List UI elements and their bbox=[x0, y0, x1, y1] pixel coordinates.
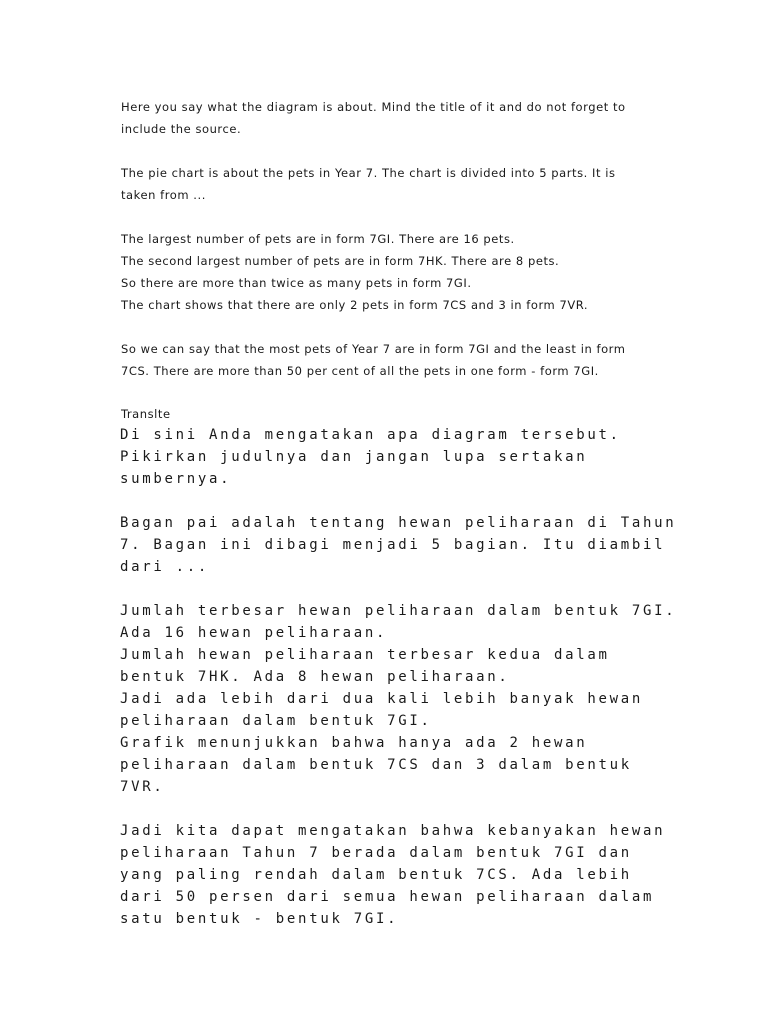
text-line: 7. Bagan ini dibagi menjadi 5 bagian. Itu diambil bbox=[120, 537, 666, 553]
text-line: bentuk 7HK. Ada 8 hewan peliharaan. bbox=[120, 669, 510, 685]
text-line: peliharaan dalam bentuk 7GI. bbox=[120, 713, 432, 729]
text-line: So there are more than twice as many pets in form 7GI. bbox=[121, 276, 472, 290]
translate-label: Translte bbox=[121, 407, 171, 421]
english-text-block bbox=[121, 96, 661, 382]
text-line: taken from ... bbox=[121, 188, 206, 202]
paragraph-gap bbox=[120, 798, 680, 820]
paragraph-gap bbox=[121, 316, 661, 338]
text-line: Di sini Anda mengatakan apa diagram tersebut. bbox=[120, 427, 621, 443]
text-line: 7CS. There are more than 50 per cent of all the pets in one form - form 7GI. bbox=[121, 364, 599, 378]
text-line: Jadi ada lebih dari dua kali lebih banyak hewan bbox=[120, 691, 644, 707]
text-line: The pie chart is about the pets in Year 7. The chart is divided into 5 parts. It is bbox=[121, 166, 616, 180]
text-line: So we can say that the most pets of Year 7 are in form 7GI and the least in form bbox=[121, 342, 626, 356]
paragraph-gap bbox=[121, 140, 661, 162]
text-line: peliharaan Tahun 7 berada dalam bentuk 7GI dan bbox=[120, 845, 632, 861]
text-line: peliharaan dalam bentuk 7CS dan 3 dalam bentuk bbox=[120, 757, 632, 773]
text-line: dari 50 persen dari semua hewan peliharaan dalam bbox=[120, 889, 655, 905]
paragraph-gap bbox=[121, 206, 661, 228]
text-line: Jumlah hewan peliharaan terbesar kedua dalam bbox=[120, 647, 610, 663]
text-line: 7VR. bbox=[120, 779, 165, 795]
text-line: The chart shows that there are only 2 pets in form 7CS and 3 in form 7VR. bbox=[121, 298, 589, 312]
text-line: The largest number of pets are in form 7GI. There are 16 pets. bbox=[121, 232, 515, 246]
text-line: Pikirkan judulnya dan jangan lupa sertakan bbox=[120, 449, 588, 465]
text-line: sumbernya. bbox=[120, 471, 232, 487]
text-line: Jadi kita dapat mengatakan bahwa kebanyakan hewan bbox=[120, 823, 666, 839]
text-line: Bagan pai adalah tentang hewan peliharaan di Tahun bbox=[120, 515, 677, 531]
paragraph-gap bbox=[120, 490, 680, 512]
text-line: Grafik menunjukkan bahwa hanya ada 2 hewan bbox=[120, 735, 588, 751]
paragraph-gap bbox=[120, 578, 680, 600]
translation-text-block bbox=[120, 424, 680, 930]
text-line: satu bentuk - bentuk 7GI. bbox=[120, 911, 399, 927]
text-line: The second largest number of pets are in form 7HK. There are 8 pets. bbox=[121, 254, 560, 268]
text-line: Here you say what the diagram is about. Mind the title of it and do not forget to bbox=[121, 100, 626, 114]
text-line: yang paling rendah dalam bentuk 7CS. Ada lebih bbox=[120, 867, 632, 883]
text-line: Ada 16 hewan peliharaan. bbox=[120, 625, 388, 641]
text-line: dari ... bbox=[120, 559, 210, 575]
text-line: Jumlah terbesar hewan peliharaan dalam bentuk 7GI. bbox=[120, 603, 677, 619]
text-line: include the source. bbox=[121, 122, 242, 136]
